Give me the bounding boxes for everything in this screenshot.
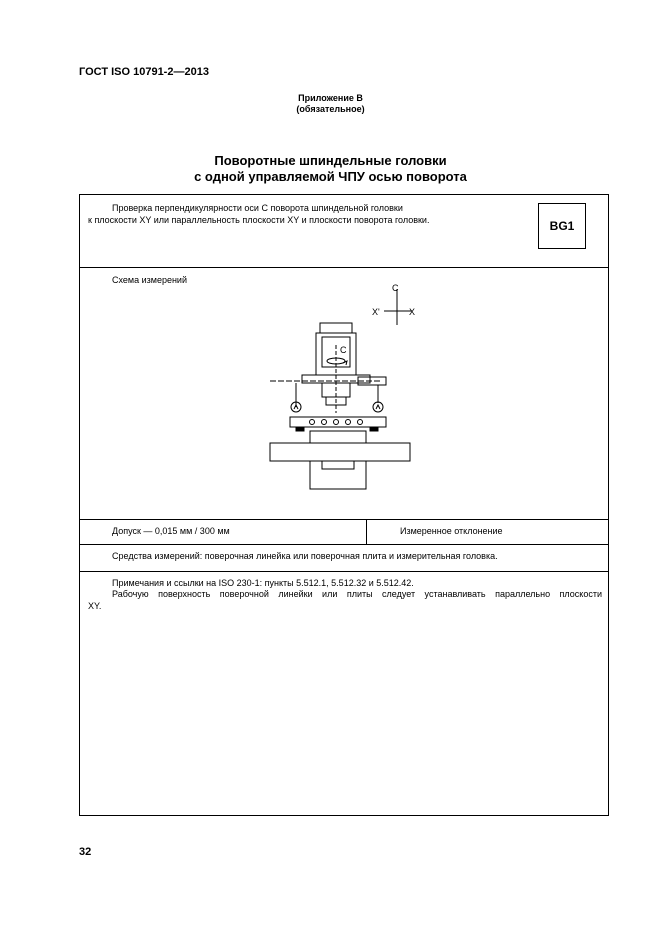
row-divider-2 xyxy=(80,519,608,520)
check-description-line2: к плоскости XY или параллельность плоскости XY и плоскости поворота головки. xyxy=(88,215,430,225)
notes-line2: Рабочую поверхность поверочной линейки или плиты следует устанавливать параллельно плоскости xyxy=(112,589,602,599)
notes-line3: XY. xyxy=(88,601,102,611)
table-base xyxy=(310,461,366,489)
appendix-subtitle: (обязательное) xyxy=(296,104,365,114)
row-divider-1 xyxy=(80,267,608,268)
motor-cap xyxy=(320,323,352,333)
check-code-box xyxy=(538,203,586,249)
check-description-line1: Проверка перпендикулярности оси С поворота шпиндельной головки xyxy=(112,203,403,213)
check-table xyxy=(79,194,609,816)
machine-table xyxy=(270,443,410,461)
rotation-c-label: C xyxy=(340,345,347,355)
page-number: 32 xyxy=(79,846,92,858)
document-code: ГОСТ ISO 10791-2—2013 xyxy=(79,66,209,78)
row-divider-4 xyxy=(80,571,608,572)
appendix-title: Приложение В xyxy=(298,93,363,103)
measurement-diagram xyxy=(260,281,440,501)
axis-c-label: C xyxy=(392,283,399,293)
check-code: BG1 xyxy=(549,219,575,233)
right-indicator-dial xyxy=(373,402,383,412)
axis-x-neg-label: X' xyxy=(372,307,380,317)
tolerance-divider xyxy=(366,519,367,544)
section-title-line1: Поворотные шпиндельные головки xyxy=(214,153,447,168)
row-divider-3 xyxy=(80,544,608,545)
table-slot xyxy=(322,461,354,469)
measured-deviation-label: Измеренное отклонение xyxy=(400,526,503,536)
tolerance-label: Допуск — 0,015 мм / 300 мм xyxy=(112,526,230,536)
notes-line1: Примечания и ссылки на ISO 230-1: пункты 5.512.1, 5.512.32 и 5.512.42. xyxy=(112,578,414,588)
measuring-tools: Средства измерений: поверочная линейка или поверочная плита и измерительная головка. xyxy=(112,551,498,561)
axis-x-pos-label: X xyxy=(409,307,416,317)
table-riser xyxy=(310,431,366,443)
section-title-line2: с одной управляемой ЧПУ осью поворота xyxy=(194,169,467,184)
diagram-label: Схема измерений xyxy=(112,275,187,285)
